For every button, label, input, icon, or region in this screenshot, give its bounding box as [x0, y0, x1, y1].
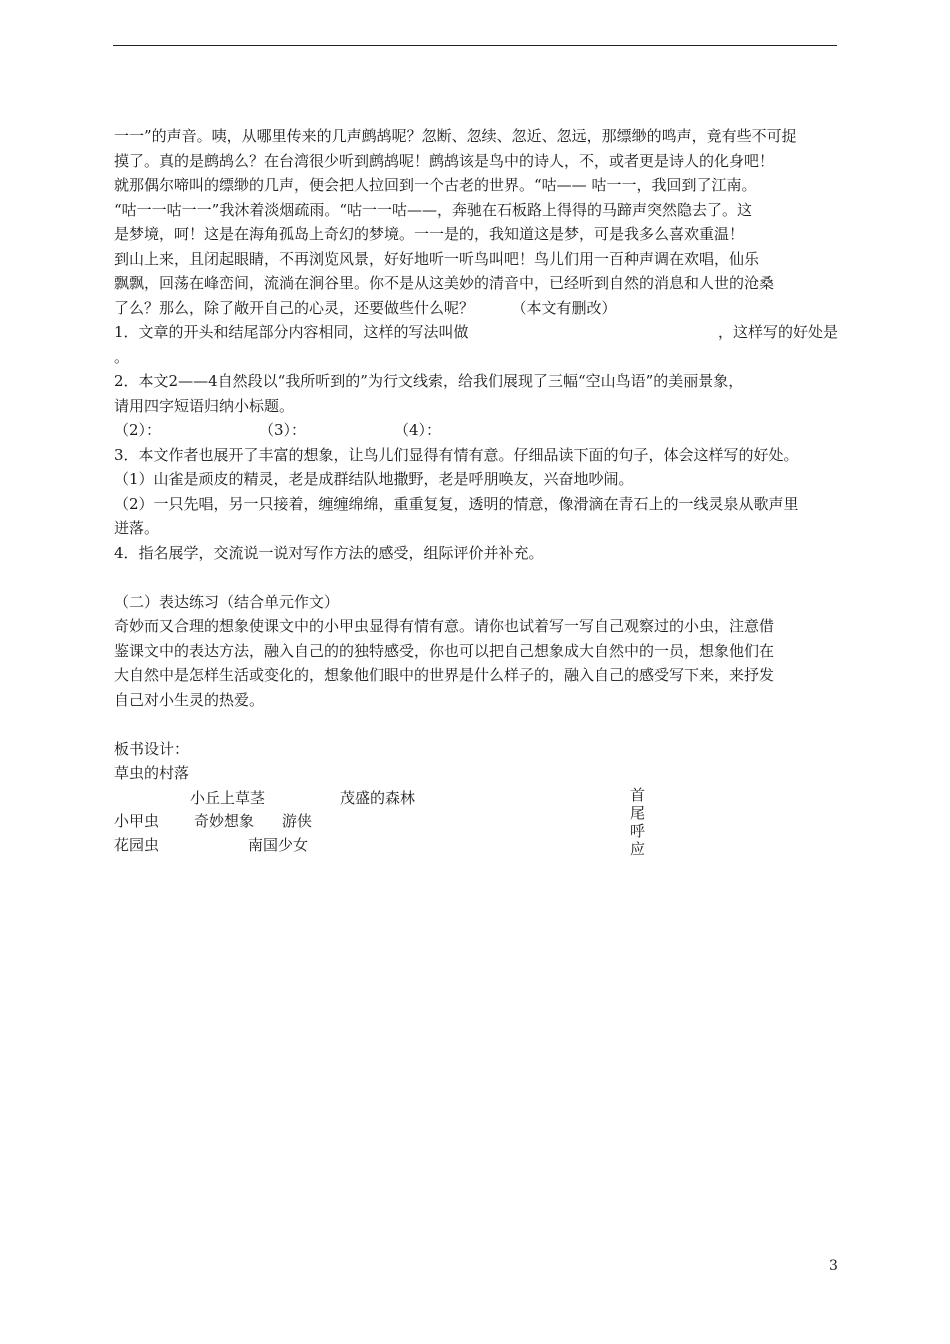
question-2-cont: 请用四字短语归纳小标题。 — [114, 396, 295, 415]
blank-4: （4）： — [394, 421, 442, 439]
blank-2: （2）： — [114, 421, 162, 439]
question-1-end: 。 — [114, 347, 130, 366]
board-item-girl: 南国少女 — [248, 835, 309, 854]
board-design — [114, 786, 842, 876]
practice-line: 奇妙而又合理的想象使课文中的小甲虫显得有情有意。请你也试着写一写自己观察过的小虫，注意借 — [114, 617, 775, 635]
board-item-imagine: 奇妙想象 — [194, 811, 255, 830]
passage-line: 飘飘，回荡在峰峦间，流淌在涧谷里。你不是从这美妙的清音中，已经听到自然的消息和人世的沧桑 — [114, 274, 775, 292]
practice-line: 大自然中是怎样生活或变化的，想象他们眼中的世界是什么样子的，融入自己的感受写下来，来抒发 — [114, 666, 775, 684]
question-3-item-2: （2）一只先唱，另一只接着，缠缠绵绵，重重复复，透明的情意，像滑滴在青石上的一线灵泉从歌声里 — [114, 494, 799, 513]
question-2: 2．本文2——4自然段以“我所听到的”为行文线索，给我们展现了三幅“空山鸟语”的美丽景象， — [114, 372, 744, 390]
passage — [114, 124, 842, 320]
question-3: 3．本文作者也展开了丰富的想象，让鸟儿们显得有情有意。仔细品读下面的句子，体会这样写的好处。 — [114, 445, 799, 464]
question-3-item-1: （1）山雀是顽皮的精灵，老是成群结队地撒野，老是呼朋唤友，兴奋地吵闹。 — [114, 470, 634, 488]
board-title: 草虫的村落 — [114, 764, 190, 782]
passage-line: 是梦境，呵！这是在海角孤岛上奇幻的梦境。一一是的，我知道这是梦，可是我多么喜欢重温！ — [114, 225, 745, 243]
blank-3: （3）： — [259, 421, 307, 439]
question-2-blanks — [114, 418, 842, 443]
board-item-hill: 小丘上草茎 — [190, 788, 266, 807]
question-1-text: 1．文章的开头和结尾部分内容相同，这样的写法叫做 — [114, 323, 469, 341]
practice-line: 鉴课文中的表达方法，融入自己的的独特感受，你也可以把自己想象成大自然中的一员，想象他们在 — [114, 641, 775, 660]
board-vertical-text: 首尾呼应 — [630, 785, 646, 858]
question-3-item-2-cont: 迸落。 — [114, 519, 160, 537]
board-item-knight: 游侠 — [282, 811, 313, 830]
document-body — [114, 124, 842, 876]
board-label: 板书设计： — [114, 739, 190, 758]
question-1 — [114, 320, 838, 345]
board-item-forest: 茂盛的森林 — [340, 788, 416, 807]
passage-line: 就那偶尔啼叫的缥缈的几声，便会把人拉回到一个古老的世界。“咕—— 咕一一，我回到了江南。 — [114, 176, 757, 194]
practice-heading: （二）表达练习（结合单元作文） — [114, 592, 340, 611]
question-4: 4．指名展学，交流说一说对写作方法的感受，组际评价并补充。 — [114, 543, 544, 562]
passage-line: 到山上来，且闭起眼睛，不再浏览风景，好好地听一听鸟叫吧！鸟儿们用一百种声调在欢唱，仙乐 — [114, 249, 760, 268]
passage-line: 一一”的声音。咦，从哪里传来的几声鹧鸪呢？忽断、忽续、忽近、忽远，那缥缈的鸣声，竟有些不可捉 — [114, 127, 797, 145]
page-number: 3 — [829, 1258, 838, 1274]
practice-line: 自己对小生灵的热爱。 — [114, 690, 265, 709]
passage-line: 了么？那么，除了敞开自己的心灵，还要做些什么呢？ （本文有删改） — [114, 298, 617, 317]
question-1-text-right: ，这样写的好处是 — [717, 323, 838, 341]
passage-line: “咕一一咕一一”我沐着淡烟疏雨。“咕一一咕——，奔驰在石板路上得得的马蹄声突然隐去了。这 — [114, 200, 753, 219]
passage-line: 摸了。真的是鹧鸪么？在台湾很少听到鹧鸪呢！鹧鸪该是鸟中的诗人，不，或者更是诗人的化身吧！ — [114, 151, 775, 170]
header-rule — [113, 45, 837, 46]
board-item-garden: 花园虫 — [114, 835, 160, 854]
board-item-beetle: 小甲虫 — [114, 811, 160, 830]
